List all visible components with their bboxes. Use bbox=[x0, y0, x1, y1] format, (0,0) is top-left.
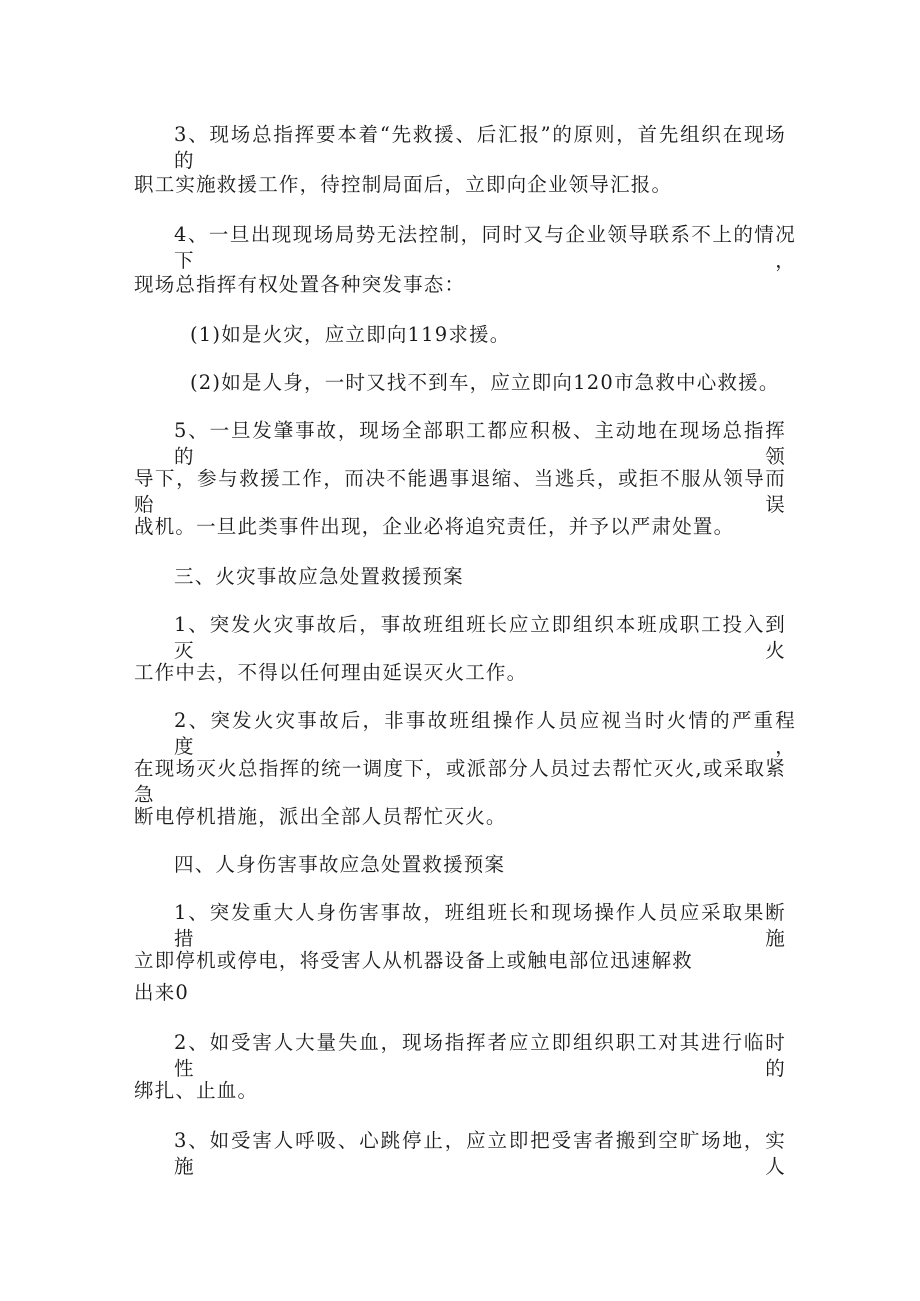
section-heading-fire: 三、火灾事故应急处置救援预案 bbox=[174, 565, 464, 588]
paragraph-3-line-1: 3、现场总指挥要本着“先救援、后汇报”的原则，首先组织在现场的 bbox=[174, 123, 786, 172]
injury-item-2-line-1: 2、如受害人大量失血，现场指挥者应立即组织职工对其进行临时性的 bbox=[174, 1031, 786, 1080]
paragraph-5-line-1: 5、一旦发肇事故，现场全部职工都应积极、主动地在现场总指挥的领 bbox=[174, 419, 786, 468]
fire-item-1-line-2: 工作中去，不得以任何理由延误灭火工作。 bbox=[134, 661, 528, 684]
paragraph-5-line-3: 战机。一旦此类事件出现，企业必将追究责任，并予以严肃处置。 bbox=[134, 515, 735, 538]
fire-item-2-line-3: 断电停机措施，派出全部人员帮忙灭火。 bbox=[134, 805, 507, 828]
paragraph-5-line-2: 导下，参与救援工作，而决不能遇事退缩、当逃兵，或拒不服从领导而贻误 bbox=[134, 467, 786, 516]
injury-item-3-line-1: 3、如受害人呼吸、心跳停止，应立即把受害者搬到空旷场地，实施人 bbox=[174, 1129, 786, 1178]
injury-item-1-line-1: 1、突发重大人身伤害事故，班组班长和现场操作人员应采取果断措施 bbox=[174, 901, 786, 950]
section-heading-injury: 四、人身伤害事故应急处置救援预案 bbox=[174, 853, 506, 876]
sub-item-injury: (2)如是人身，一时又找不到车，应立即向120市急救中心救援。 bbox=[190, 371, 780, 394]
sub-item-fire: (1)如是火灾，应立即向119求援。 bbox=[190, 323, 511, 346]
paragraph-4-line-1: 4、一旦出现现场局势无法控制，同时又与企业领导联系不上的情况下， bbox=[174, 223, 796, 272]
fire-item-2-line-1: 2、突发火灾事故后，非事故班组操作人员应视当时火情的严重程度， bbox=[174, 709, 796, 758]
injury-item-2-line-2: 绑扎、止血。 bbox=[134, 1079, 259, 1102]
injury-item-1-line-3: 出来0 bbox=[134, 981, 190, 1004]
fire-item-2-line-2: 在现场灭火总指挥的统一调度下，或派部分人员过去帮忙灭火,或采取紧急 bbox=[134, 757, 786, 806]
paragraph-4-line-2: 现场总指挥有权处置各种突发事态： bbox=[134, 273, 466, 296]
injury-item-1-line-2: 立即停机或停电，将受害人从机器设备上或触电部位迅速解救 bbox=[134, 949, 693, 972]
paragraph-3-line-2: 职工实施救援工作，待控制局面后，立即向企业领导汇报。 bbox=[134, 173, 673, 196]
fire-item-1-line-1: 1、突发火灾事故后，事故班组班长应立即组织本班成职工投入到灭火 bbox=[174, 613, 786, 662]
